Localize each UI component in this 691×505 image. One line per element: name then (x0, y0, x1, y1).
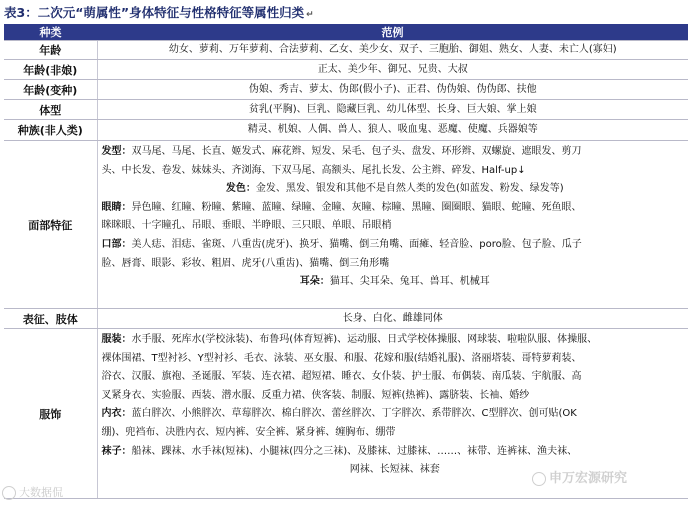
eyes-line: 眯眯眼、十字瞳孔、吊眼、垂眼、半睁眼、三只眼、单眼、吊眼梢 (101, 220, 392, 232)
table-row (4, 60, 688, 80)
ears-line: 耳朵：猫耳、尖耳朵、兔耳、兽耳、机械耳 (299, 276, 490, 288)
header-category: 种类 (4, 24, 97, 41)
hair-color-line: 发色：金发、黑发、银发和其他不是自然人类的发色(如蓝发、粉发、绿发等) (225, 183, 564, 195)
socks-line: 网袜、长短袜、袜套 (349, 464, 440, 476)
table-row (4, 120, 688, 141)
row-category: 服饰 (4, 329, 97, 499)
hair-style-line: 发型：双马尾、马尾、长直、姬发式、麻花辫、短发、呆毛、包子头、盘发、环形辫、双螺旋、遮眼发、剪刀 (101, 146, 582, 157)
outerwear-line: 叉紧身衣、实验服、西装、潜水服、反重力裙、侠客装、制服、短裤(热裤)、露脐装、长袖、婚纱 (101, 389, 530, 401)
row-examples: 贫乳(平胸)、巨乳、隐藏巨乳、幼儿体型、长身、巨大娘、掌上娘 (97, 100, 688, 120)
underwear-line: 绷)、兜裆布、决胜内衣、短内裤、安全裤、紧身裤、缠胸布、绷带 (101, 426, 396, 438)
row-category: 面部特征 (4, 141, 97, 309)
row-examples: 精灵、机娘、人偶、兽人、狼人、吸血鬼、恶魔、使魔、兵器娘等 (97, 120, 688, 141)
face-features-cell (97, 141, 688, 309)
outerwear-line: 服装：水手服、死库水(学校泳装)、布鲁玛(体育短裤)、运动服、日式学校体操服、网球装、啦啦队服、体操服、 (101, 334, 598, 345)
socks-line: 袜子：船袜、踝袜、水手袜(短袜)、小腿袜(四分之三袜)、及膝袜、过膝袜、……、袜带、连裤袜、渔夫袜、 (101, 445, 578, 457)
row-examples: 伪娘、秀吉、萝太、伪郎(假小子)、正君、伪伪娘、伪伪郎、扶他 (97, 80, 688, 100)
header-row (4, 24, 688, 41)
outerwear-line: 裸体围裙、T型衬衫、Y型衬衫、毛衣、泳装、巫女服、和服、花嫁和服(结婚礼服)、洛丽塔装、哥特萝莉装、 (101, 352, 582, 364)
watermark-logo-icon (2, 486, 16, 500)
watermark-right: 申万宏源研究 (532, 467, 627, 486)
table-row (4, 141, 688, 309)
hair-style-line: 头、中长发、卷发、妹妹头、齐浏海、下双马尾、高额头、尾扎长发、公主辫、碎发、Half-up↓ (101, 164, 526, 176)
table-row (4, 309, 688, 329)
row-examples: 幼女、萝莉、万年萝莉、合法萝莉、乙女、美少女、双子、三胞胎、御姐、熟女、人妻、未亡人(寡妇) (97, 41, 688, 60)
row-examples: 长身、白化、雌雄同体 (97, 309, 688, 329)
header-examples: 范例 (97, 24, 688, 41)
table-row (4, 41, 688, 60)
mouth-line: 口部：美人痣、泪痣、雀斑、八重齿(虎牙)、换牙、猫嘴、倒三角嘴、面瘫、轻音脸、poro脸、包子脸、瓜子 (101, 238, 582, 250)
watermark-left: 大数据侃 (2, 484, 63, 500)
row-category: 种族(非人类) (4, 120, 97, 141)
title-text: 表3：二次元“萌属性”身体特征与性格特征等属性归类 (4, 5, 305, 20)
row-examples: 正太、美少年、御兄、兄贵、大叔 (97, 60, 688, 80)
row-category: 年龄(非娘) (4, 60, 97, 80)
table-title (4, 3, 314, 23)
attribute-table (4, 24, 688, 499)
paragraph-mark: ↵ (306, 10, 314, 20)
table-row (4, 80, 688, 100)
mouth-line: 脸、唇膏、眼影、彩妆、粗眉、虎牙(八重齿)、猫嘴、倒三角形嘴 (101, 257, 390, 269)
table-row (4, 100, 688, 120)
outerwear-line: 浴衣、汉服、旗袍、圣诞服、军装、连衣裙、超短裙、睡衣、女仆装、护士服、布偶装、南瓜装、宇航服、高 (101, 371, 582, 383)
eyes-line: 眼睛：异色瞳、红瞳、粉瞳、紫瞳、蓝瞳、绿瞳、金瞳、灰瞳、棕瞳、黑瞳、圈圈眼、猫眼、蛇瞳、死鱼眼、 (101, 201, 582, 213)
row-category: 年龄(变种) (4, 80, 97, 100)
row-category: 表征、肢体 (4, 309, 97, 329)
wechat-icon (532, 472, 546, 486)
row-category: 体型 (4, 100, 97, 120)
row-category: 年龄 (4, 41, 97, 60)
underwear-line: 内衣：蓝白胖次、小熊胖次、草莓胖次、棉白胖次、蕾丝胖次、丁字胖次、系带胖次、C型胖次、创可贴(OK (101, 408, 577, 420)
